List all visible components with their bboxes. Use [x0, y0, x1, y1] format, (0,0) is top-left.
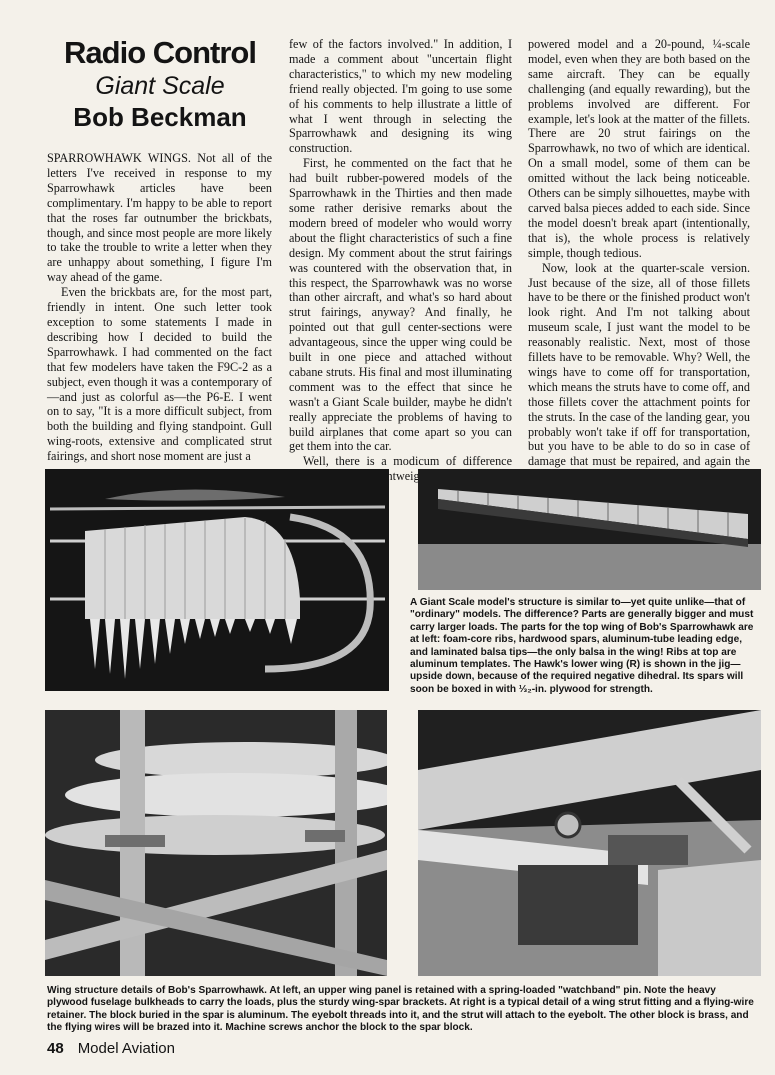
magazine-name: Model Aviation — [77, 1040, 175, 1057]
page-number: 48 — [47, 1040, 64, 1057]
photo-upper-wing-detail — [45, 710, 387, 976]
article-column-3 — [528, 37, 750, 484]
photo-caption-bottom: Wing structure details of Bob's Sparrowhawk. At left, an upper wing panel is retained with a spring-loaded "watchband" pin. Note the heavy plywood fuselage bulkheads to carry the loads, plus the sturdy wing-spar brackets. At right is a typical detail of a wing strut fitting and a flying-wire retainer. The block buried in the spar is aluminum. The eyebolt threads into it, and the strut will attach to the eyebolt. The other block is brass, and the flying wires will be brazed into it. Machine screws anchor the block to the spar block. — [47, 985, 754, 1034]
paragraph: First, he commented on the fact that he had built rubber-powered models of the Sparrowhawk in the Thirties and then made some rather derisive remarks about the modern breed of modeler who would worry about the flight characteristics of such a fine design. My comment about the strut fairings was countered with the observation that, in this respect, the Sparrowhawk was no worse than other aircraft, and what's so hard about strut fairings, anyway? And finally, he pointed out that gull center-sections were advantageous, since the upper wing could be built in one piece and attached without cabane struts. His final and most illuminating comment was to the effect that since he wasn't a Giant Scale builder, maybe he didn't really appreciate the problems of having to build airplanes that come apart so you can get them into the car. — [289, 156, 512, 454]
column-title: Radio Control — [64, 35, 256, 70]
article-header — [45, 35, 275, 133]
photo-wing-parts — [45, 469, 389, 691]
photo-strut-fitting-detail — [418, 710, 761, 976]
paragraph: few of the factors involved." In addition, I made a comment about "uncertain flight characteristics," to which my new modeling friend really objected. I'm going to use some of his comments to help illustrate a little of what I went through in selecting the Sparrowhawk and designing its wing construction. — [289, 37, 512, 156]
article-column-2 — [289, 37, 512, 484]
paragraph: Well, there is a modicum of difference lightweight — [303, 454, 512, 484]
photo-caption-top: A Giant Scale model's structure is similar to—yet quite unlike—that of "ordinary" models. The difference? Parts are generally bigger and must carry larger loads. The parts for the top wing of Bob's Sparrowhawk are at left: foam-core ribs, hardwood spars, aluminum-tube leading edge, and laminated balsa tips—the only balsa in the wing! Ribs at top are aluminum templates. The Hawk's lower wing (R) is shown in the jig—upside down, because of the required negative dihedral. Its spars will soon be boxed in with ⅓₂-in. plywood for strength. — [410, 597, 754, 695]
photo-lower-wing-jig — [418, 469, 761, 590]
column-subtitle: Giant Scale — [95, 72, 225, 100]
article-column-1 — [47, 151, 272, 464]
page-footer — [47, 1040, 175, 1057]
author-name: Bob Beckman — [73, 102, 247, 132]
paragraph: Even the brickbats are, for the most part, friendly in intent. One such letter took exception to some statements I made in describing how I decided to build the Sparrowhawk. I had commented on the fact that few modelers have taken the F9C-2 as a subject, even though it was a contemporary of—and just as colorful as—the P6-E. I went on to say, "It is a more difficult subject, from both the building and flying standpoint. Gull wing-roots, extensive and complicated strut fairings, and short nose moment are just a — [47, 285, 272, 464]
paragraph: Now, look at the quarter-scale version. Just because of the size, all of those fillets have to be there or the finished product won't look right. And I'm not talking about museum scale, I just want the model to be reasonably realistic. Next, most of those fillets have to be removable. Why? Well, the wings have to come off for transportation, which means the struts have to come off, and those fillets cover the attachment points for the struts. In the case of the landing gear, you probably won't take if off for transportation, but you have to be able to do so in case of damage that must be repaired, and again the — [528, 260, 750, 469]
paragraph: powered model and a 20-pound, ¼-scale model, even when they are both based on the same aircraft. They can be equally challenging (and equally rewarding), but the problems involved are different. For example, let's look at the matter of the fillets. There are 20 strut fairings on the Sparrowhawk, no two of which are identical. On a small model, some of them can be omitted without the lack being noticeable. Others can be simply silhouettes, maybe with carved balsa pieces added to each side. Since the model doesn't break apart (intentionally, that is), the whole process is relatively simple, though tedious. — [528, 37, 750, 260]
paragraph: SPARROWHAWK WINGS. Not all of the letters I've received in response to my Sparrowhawk articles have been complimentary. I'm happy to be able to report that the roses far outnumber the brickbats, though, and since most people are more likely to take the trouble to write a letter when they are unhappy about something, I figure I'm way ahead of the game. — [47, 151, 272, 285]
